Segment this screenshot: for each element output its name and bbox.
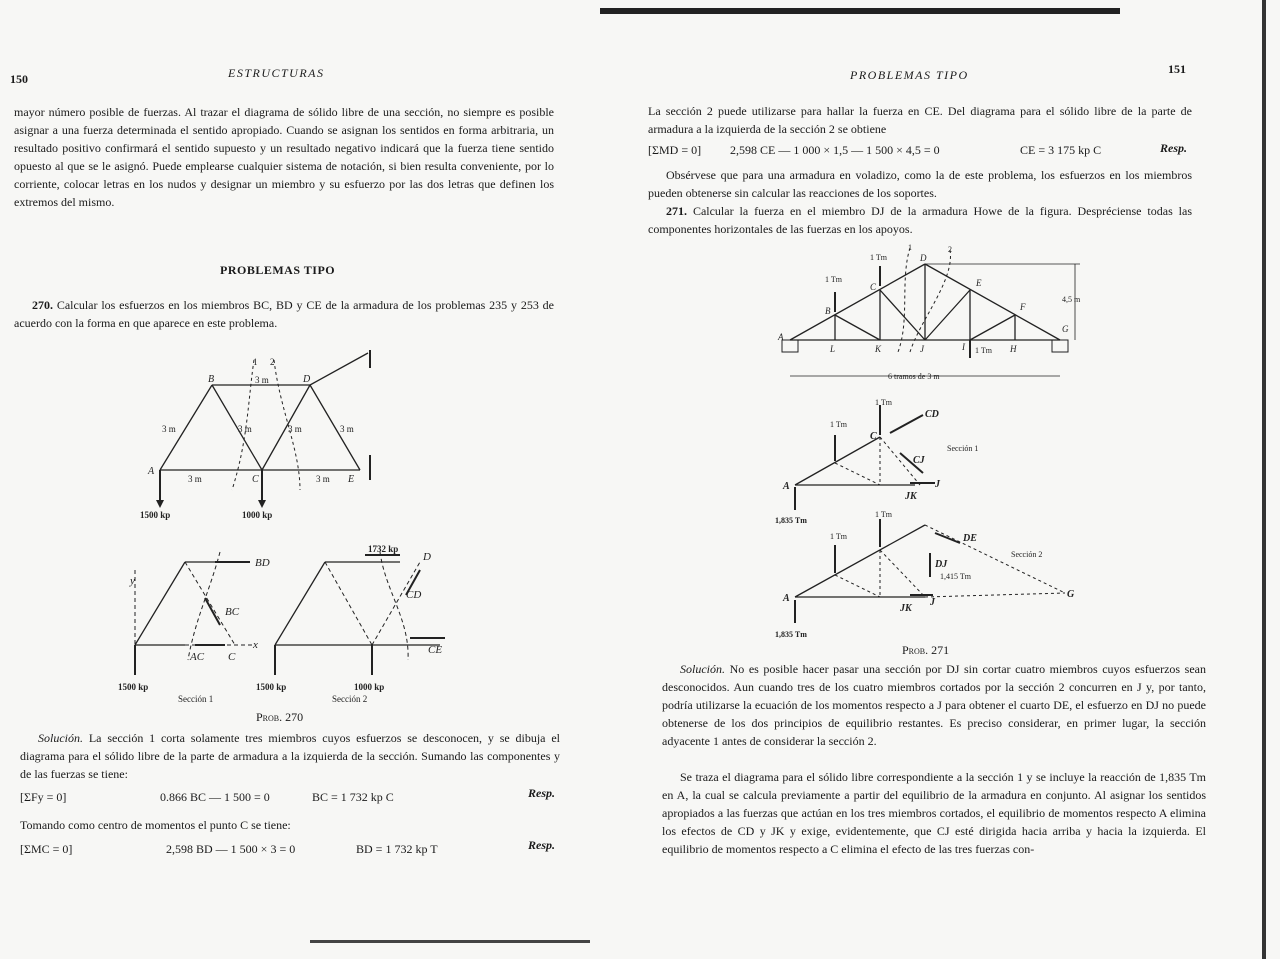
scan-edge-top [600, 8, 1120, 14]
fb1-member-ab [135, 562, 185, 645]
label-load-a: 1500 kp [140, 510, 171, 520]
scan-edge-bottom [310, 940, 590, 943]
s2-label-G: G [1067, 589, 1075, 600]
s1-reaction-label: 1,835 Tm [775, 516, 807, 525]
solution-271-label: Solución. [680, 662, 725, 676]
howe-label-G: G [1062, 324, 1069, 334]
fb2-dash-cd [372, 562, 420, 645]
label-AC: AC [190, 651, 205, 663]
label-fb2-load-c: 1000 kp [354, 682, 385, 692]
s2-load-c-label: 1 Tm [875, 510, 892, 519]
s1-label-JK: JK [905, 491, 917, 502]
label-3m-bc: 3 m [238, 424, 252, 434]
s1-section-label: Sección 1 [947, 444, 979, 453]
right-para-2: Obsérvese que para una armadura en voladizo, como la de este problema, los esfuerzos en los miembros pueden obtenerse sin calcular las reacciones de los soportes. [648, 168, 1192, 200]
right-eq-result: CE = 3 175 kp C [1020, 143, 1102, 157]
solution-label: Solución. [38, 731, 83, 745]
howe-label-J: J [920, 344, 924, 354]
moment-text: Tomando como centro de momentos el punto C se tiene: [20, 818, 291, 832]
right-eq-resp: Resp. [1160, 141, 1187, 155]
s2-diag-2 [880, 550, 925, 597]
s2-reaction-label: 1,835 Tm [775, 630, 807, 639]
s2-section-label: Sección 2 [1011, 550, 1043, 559]
eq2-label: [ΣMC = 0] [20, 842, 73, 856]
s2-extend-jg [925, 593, 1065, 597]
right-eq-body: 2,598 CE — 1 000 × 1,5 — 1 500 × 4,5 = 0 [730, 143, 940, 157]
howe-label-B: B [825, 306, 831, 316]
intro-paragraph: mayor número posible de fuerzas. Al trazar el diagrama de sólido libre de una sección, no siempre es posible asignar a una fuerza determinada el sentido apropiado. Cuando se asignan los sentidos en forma arbitraria, un resultado positivo confirmará el sentido supuesto y un resultado negativo indicará que la fuerza tiene sentido opuesto al que se le asignó. Puede emplearse cualquier sistema de notación, si bien resulta conveniente, por lo corriente, colocar letras en los nudos y designar un miembro y su esfuerzo por las dos letras que definen los extremos del mismo. [14, 105, 554, 209]
eq2-resp: Resp. [528, 838, 555, 852]
s2-label-JK: JK [900, 603, 912, 614]
page-number-right: 151 [1168, 62, 1186, 76]
running-head-left: ESTRUCTURAS [228, 66, 325, 80]
s2-label-DJ: DJ [935, 559, 948, 570]
howe-load-i: 1 Tm [975, 346, 992, 355]
truss-270-diagram [120, 350, 400, 525]
eq1-label: [ΣFy = 0] [20, 790, 67, 804]
problem-271-text: Calcular la fuerza en el miembro DJ de la armadura Howe de la figura. Despréciense todas las componentes horizontales de las fuerzas en los apoyos. [648, 204, 1193, 236]
howe-load-c: 1 Tm [870, 253, 887, 262]
fb1-cut [188, 552, 220, 660]
running-head-right: PROBLEMAS TIPO [850, 68, 969, 82]
label-sec-2: 2 [270, 357, 275, 367]
fb2-member-ab [275, 562, 325, 645]
howe-label-D: D [920, 253, 927, 263]
arrow-head-c [258, 500, 266, 508]
problem-number: 270. [32, 298, 53, 312]
page-number-left: 150 [10, 72, 28, 86]
s1-label-CJ: CJ [913, 455, 925, 466]
eq2-body: 2,598 BD — 1 500 × 3 = 0 [166, 842, 296, 856]
label-BD: BD [255, 557, 270, 569]
label-A: A [148, 466, 155, 477]
label-B: B [208, 374, 215, 385]
label-sec-1: 1 [253, 357, 258, 367]
s1-label-J: J [935, 479, 940, 490]
howe-load-b: 1 Tm [825, 275, 842, 284]
label-3m-top: 3 m [255, 375, 269, 385]
eq1-body: 0.866 BC — 1 500 = 0 [160, 790, 270, 804]
s2-diag-1 [835, 575, 880, 597]
right-para-1: La sección 2 puede utilizarse para hallar la fuerza en CE. Del diagrama para el sólido libre de la parte de armadura a la izquierda de la sección 2 se obtiene [648, 104, 1192, 136]
label-E: E [348, 474, 355, 485]
howe-label-E: E [976, 278, 982, 288]
howe-diag-ej [925, 290, 970, 340]
truss-270-sections [110, 540, 470, 710]
eq1-resp: Resp. [528, 786, 555, 800]
howe-label-H: H [1010, 344, 1017, 354]
problem-270-statement [14, 296, 554, 332]
label-fb1-load: 1500 kp [118, 682, 149, 692]
label-BC: BC [225, 606, 240, 618]
solution-270 [20, 729, 560, 783]
label-C: C [252, 474, 259, 485]
solution-271-text: No es posible hacer pasar una sección por DJ sin cortar cuatro miembros cuyos esfuerzos sean desconocidos. Aun cuando tres de los cuatro miembros cortados por la sección 2 concurren en J y, por tanto, podría utilizarse la ecuación de los momentos respecto a J para obtener el cuarto DE, el esfuerzo en DJ no puede obtenerse de los dos principios de equilibrio restantes. Es preciso considerar, en primer lugar, la sección adyacente 1 antes de considerar la sección 2. [662, 662, 1206, 748]
howe-truss-diagram [770, 240, 1100, 380]
howe-section-2-diagram [775, 505, 1095, 640]
support-cable [310, 353, 368, 385]
s2-de-arrow [935, 533, 960, 543]
howe-label-A: A [778, 332, 784, 342]
label-C-fb1: C [228, 651, 236, 663]
s2-label-A: A [783, 593, 790, 604]
eq1-result: BC = 1 732 kp C [312, 790, 394, 804]
label-seccion-2: Sección 2 [332, 694, 368, 704]
eq2-result: BD = 1 732 kp T [356, 842, 438, 856]
figure-caption-271: Prob. 271 [902, 643, 950, 657]
howe-diag-bk [835, 315, 880, 340]
fb1-bc-arrow [205, 598, 220, 625]
label-fb2-load-a: 1500 kp [256, 682, 287, 692]
label-1732kp: 1732 kp [368, 544, 399, 554]
scan-edge-right [1262, 0, 1266, 959]
fb2-dash-bc [325, 562, 372, 645]
s1-load-b-label: 1 Tm [830, 420, 847, 429]
label-3m-ab: 3 m [162, 424, 176, 434]
problem-text: Calcular los esfuerzos en los miembros BC, BD y CE de la armadura de los problemas 235 y 253 de acuerdo con la forma en que aparece en este problema. [14, 298, 555, 330]
howe-top-right [925, 264, 1060, 340]
label-CD: CD [406, 589, 422, 601]
label-seccion-1: Sección 1 [178, 694, 214, 704]
howe-label-K: K [875, 344, 882, 354]
howe-label-I: I [962, 342, 965, 352]
s2-label-J: J [930, 597, 935, 608]
right-eq-label: [ΣMD = 0] [648, 143, 702, 157]
howe-label-C: C [870, 282, 877, 292]
s1-top-chord [795, 437, 880, 485]
solution-271 [662, 660, 1206, 750]
problem-271-number: 271. [666, 204, 687, 218]
howe-section-2 [910, 250, 950, 352]
label-3m-ac: 3 m [188, 474, 202, 484]
howe-span: 6 tramos de 3 m [888, 372, 940, 380]
howe-label-F: F [1020, 302, 1026, 312]
label-y: y [130, 575, 135, 587]
problem-271-statement [648, 202, 1192, 238]
label-x: x [253, 639, 258, 651]
label-3m-cd: 3 m [288, 424, 302, 434]
right-para-3: Se traza el diagrama para el sólido libre correspondiente a la sección 1 y se incluye la reacción de 1,835 Tm en A, la cual se calcula previamente a partir del equilibrio de la armadura en conjunto. Al asignar los sentidos apropiados a las fuerzas que actúan en los tres miembros cortados, el equilibrio de momentos respecto A elimina los efectos de CD y JK y exige, evidentemente, que CJ esté dirigida hacia arriba y hacia la izquierda. El equilibrio de momentos respecto a C elimina el efecto de las tres fuerzas con- [662, 770, 1206, 856]
howe-height: 4,5 m [1062, 295, 1081, 304]
label-3m-de: 3 m [340, 424, 354, 434]
section-heading: PROBLEMAS TIPO [220, 263, 336, 277]
support-a [782, 340, 798, 352]
solution-text: La sección 1 corta solamente tres miembros cuyos esfuerzos se desconocen, y se dibuja el diagrama para el sólido libre de la parte de armadura a la izquierda de la sección. Sumando las componentes y de las fuerzas se tiene: [20, 731, 561, 781]
arrow-head-a [156, 500, 164, 508]
s1-label-A: A [783, 481, 790, 492]
label-CE: CE [428, 644, 443, 656]
s1-diag [835, 463, 880, 485]
support-g [1052, 340, 1068, 352]
right-page [640, 0, 1280, 959]
label-D: D [303, 374, 311, 385]
s1-label-CD: CD [925, 409, 939, 420]
s2-load-b-label: 1 Tm [830, 532, 847, 541]
howe-label-L: L [830, 344, 836, 354]
howe-section-1 [898, 248, 910, 352]
s2-1415-label: 1,415 Tm [940, 572, 971, 581]
figure-caption-270: Prob. 270 [256, 710, 304, 724]
s1-label-C: C [870, 431, 877, 442]
label-D-fb2: D [423, 551, 431, 563]
fb1-dash-bc [185, 562, 235, 645]
howe-diag-fi [970, 315, 1015, 340]
s2-label-DE: DE [963, 533, 977, 544]
howe-sec-1: 1 [908, 243, 912, 252]
s1-load-c-label: 1 Tm [875, 398, 892, 407]
howe-sec-2: 2 [948, 245, 952, 254]
label-3m-ce: 3 m [316, 474, 330, 484]
member-BC [212, 385, 262, 470]
member-CD [262, 385, 310, 470]
s1-cd-arrow [890, 415, 923, 433]
s2-top-chord [795, 525, 925, 597]
label-load-c: 1000 kp [242, 510, 273, 520]
